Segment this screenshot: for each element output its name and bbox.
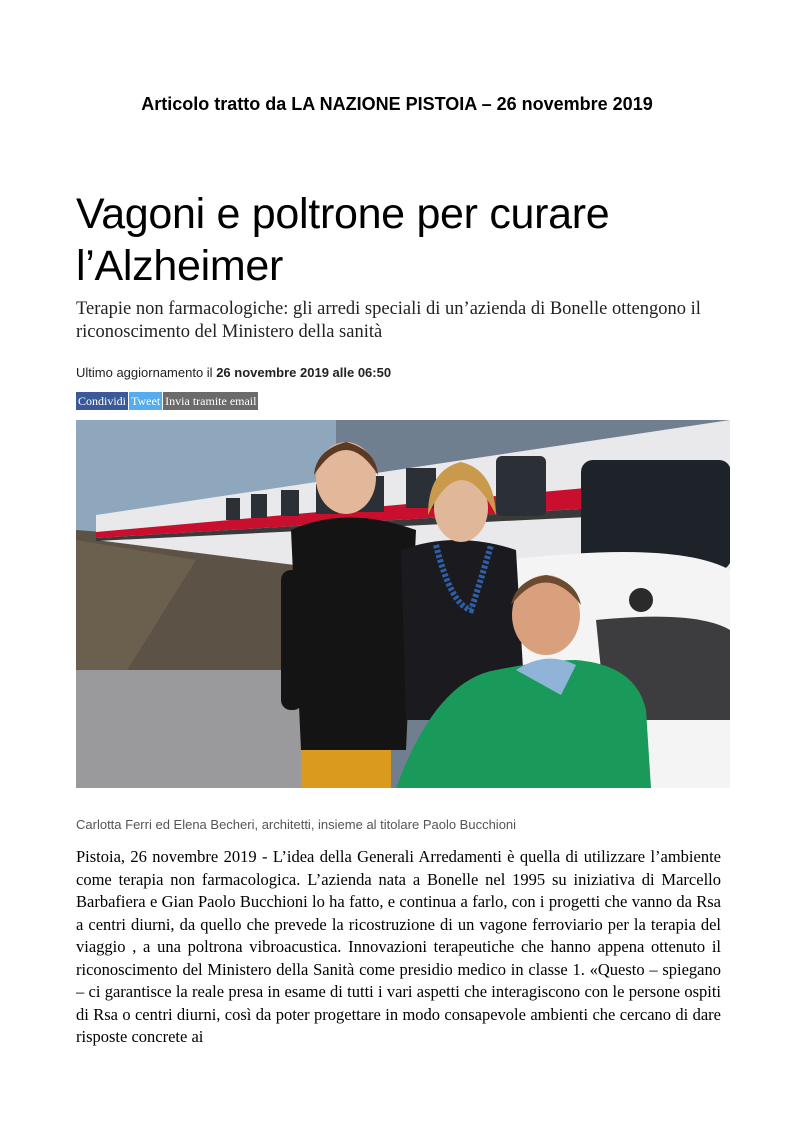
share-email-button[interactable]: Invia tramite email xyxy=(165,394,257,408)
last-updated-prefix: Ultimo aggiornamento il xyxy=(76,365,217,380)
last-updated-datetime: 26 novembre 2019 alle 06:50 xyxy=(216,365,392,380)
article-source: Articolo tratto da LA NAZIONE PISTOIA – 26 novembre 2019 xyxy=(141,94,653,114)
share-bar xyxy=(76,392,258,410)
article-title: Vagoni e poltrone per curare l’Alzheimer xyxy=(76,190,610,290)
article-subtitle: Terapie non farmacologiche: gli arredi speciali di un’azienda di Bonelle ottengono il riconoscimento del Ministero della sanità xyxy=(76,299,701,342)
photo-caption: Carlotta Ferri ed Elena Becheri, architetti, insieme al titolare Paolo Bucchioni xyxy=(76,817,517,832)
article-body: Pistoia, 26 novembre 2019 - L’idea della Generali Arredamenti è quella di utilizzare l’ambiente come terapia non farmacologica. L’azienda nata a Bonelle nel 1995 su iniziativa di Marcello Barbafiera e Gian Paolo Bucchioni lo ha fatto, e continua a farlo, con i progetti che vanno da Rsa a centri diurni, da quello che prevede la ricostruzione di un vagone ferroviario per la terapia del viaggio , a una poltrona vibroacustica. Innovazioni terapeutiche che hanno appena ottenuto il riconoscimento del Ministero della Sanità come presidio medico in classe 1. «Questo – spiegano – ci garantisce la reale presa in esame di tutti i vari aspetti che interagiscono con le persone ospiti di Rsa o centri diurni, così da poter progettare in modo consapevole ambienti che cercano di dare risposte concrete ai xyxy=(76,847,721,1046)
share-twitter-button[interactable]: Tweet xyxy=(131,394,161,408)
last-updated xyxy=(76,365,391,380)
share-facebook-button[interactable]: Condividi xyxy=(78,394,127,408)
article-photo xyxy=(76,420,730,788)
